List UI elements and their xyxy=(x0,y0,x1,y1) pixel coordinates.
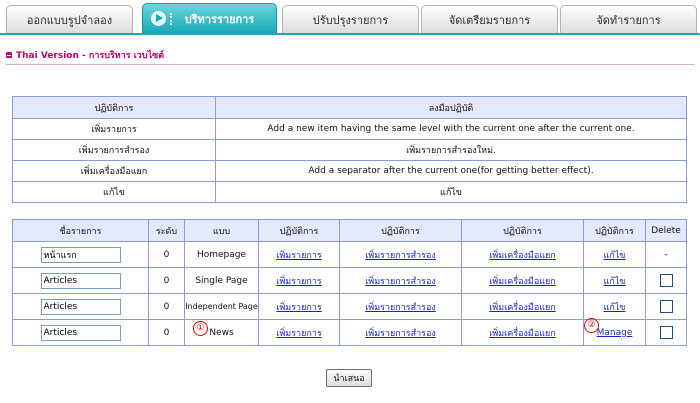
tab-label: บริหารรายการ xyxy=(184,13,255,26)
items-table-header xyxy=(13,220,687,242)
section-title xyxy=(6,48,164,62)
level-cell: 0 xyxy=(149,268,185,294)
annotation-marker-1: ① xyxy=(193,321,208,336)
column-header: ปฏิบัติการ xyxy=(462,220,584,242)
add-item-link[interactable]: เพิ่มรายการ xyxy=(276,250,322,261)
table-cell: เพิ่มรายการสำรอง xyxy=(13,140,216,161)
bullet-icon xyxy=(6,52,12,58)
delete-checkbox[interactable] xyxy=(660,274,673,287)
column-header: ปฏิบัติการ xyxy=(13,97,216,119)
tab-label: ปรับปรุงรายการ xyxy=(312,13,389,27)
name-cell xyxy=(13,268,149,294)
tab-label: จัดเตรียมรายการ xyxy=(448,13,531,27)
column-header: ปฏิบัติการ xyxy=(259,220,340,242)
column-header: ปฏิบัติการ xyxy=(584,220,646,242)
table-cell: Add a new item having the same level with the current one after the current one. xyxy=(216,119,687,140)
manage-link[interactable]: Manage xyxy=(596,327,633,338)
tab-underline xyxy=(0,33,700,35)
section-title-text: Thai Version - การบริหาร เวบไซต์ xyxy=(16,51,165,61)
add-subitem-link[interactable]: เพิ่มรายการสำรอง xyxy=(365,276,436,287)
table-row xyxy=(13,268,687,294)
name-cell xyxy=(13,320,149,346)
add-subitem-link[interactable]: เพิ่มรายการสำรอง xyxy=(365,250,436,261)
column-header: ชื่อรายการ xyxy=(13,220,149,242)
level-cell: 0 xyxy=(149,294,185,320)
item-name-input[interactable] xyxy=(41,273,121,289)
edit-link[interactable]: แก้ไข xyxy=(603,250,626,261)
add-separator-link[interactable]: เพิ่มเครื่องมือแยก xyxy=(489,250,556,261)
table-cell: แก้ไข xyxy=(13,182,216,203)
tab-produce-items[interactable] xyxy=(560,5,697,33)
column-header: ปฏิบัติการ xyxy=(340,220,462,242)
add-separator-link[interactable]: เพิ่มเครื่องมือแยก xyxy=(489,328,556,339)
add-item-link[interactable]: เพิ่มรายการ xyxy=(276,302,322,313)
table-row xyxy=(13,242,687,268)
tab-update-items[interactable] xyxy=(282,5,419,33)
table-row xyxy=(13,294,687,320)
level-cell: 0 xyxy=(149,242,185,268)
add-subitem-link[interactable]: เพิ่มรายการสำรอง xyxy=(365,328,436,339)
table-row xyxy=(13,161,687,182)
annotation-marker-2: ② xyxy=(584,318,599,333)
help-table-header xyxy=(13,97,687,119)
tab-label: จัดทำรายการ xyxy=(596,13,661,27)
tab-manage-items[interactable] xyxy=(142,3,277,34)
table-cell: เพิ่มเครื่องมือแยก xyxy=(13,161,216,182)
tab-bar xyxy=(0,0,700,34)
type-cell: Homepage xyxy=(185,242,259,268)
item-name-input[interactable] xyxy=(41,325,121,341)
add-item-link[interactable]: เพิ่มรายการ xyxy=(276,328,322,339)
column-header: ระดับ xyxy=(149,220,185,242)
table-row xyxy=(13,140,687,161)
table-row xyxy=(13,119,687,140)
table-cell: เพิ่มรายการ xyxy=(13,119,216,140)
table-cell: แก้ไข xyxy=(216,182,687,203)
tab-label: ออกแบบรูปจำลอง xyxy=(26,13,113,27)
table-cell: Add a separator after the current one(for getting better effect). xyxy=(216,161,687,182)
tab-prepare-items[interactable] xyxy=(421,5,558,33)
delete-cell: - xyxy=(646,242,687,268)
grip-icon xyxy=(170,13,174,25)
level-cell: 0 xyxy=(149,320,185,346)
add-separator-link[interactable]: เพิ่มเครื่องมือแยก xyxy=(489,276,556,287)
edit-link[interactable]: แก้ไข xyxy=(603,276,626,287)
name-cell xyxy=(13,242,149,268)
submit-button[interactable]: นำเสนอ xyxy=(326,369,372,387)
add-separator-link[interactable]: เพิ่มเครื่องมือแยก xyxy=(489,302,556,313)
add-subitem-link[interactable]: เพิ่มรายการสำรอง xyxy=(365,302,436,313)
column-header: แบบ xyxy=(185,220,259,242)
type-cell: Single Page xyxy=(185,268,259,294)
name-cell xyxy=(13,294,149,320)
delete-checkbox[interactable] xyxy=(660,326,673,339)
add-item-link[interactable]: เพิ่มรายการ xyxy=(276,276,322,287)
column-header: Delete xyxy=(646,220,687,242)
help-table xyxy=(12,96,687,203)
play-icon xyxy=(151,11,166,26)
edit-link[interactable]: แก้ไข xyxy=(603,302,626,313)
divider xyxy=(6,64,695,65)
type-cell: Independent Page xyxy=(185,294,259,320)
column-header: ลงมือปฏิบัติ xyxy=(216,97,687,119)
type-cell: News xyxy=(185,320,259,346)
delete-checkbox[interactable] xyxy=(660,300,673,313)
item-name-input[interactable] xyxy=(41,247,121,263)
table-cell: เพิ่มรายการสำรองใหม่. xyxy=(216,140,687,161)
table-row xyxy=(13,182,687,203)
item-name-input[interactable] xyxy=(41,299,121,315)
tab-design-model[interactable] xyxy=(6,5,133,33)
